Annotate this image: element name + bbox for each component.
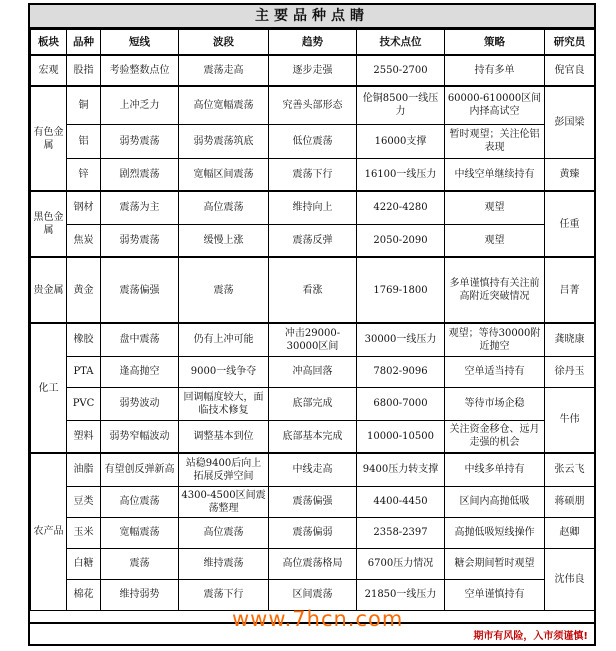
short-cell: 震荡 — [101, 548, 179, 579]
short-cell: 弱势震荡 — [101, 124, 179, 158]
band-cell: 弱势震荡筑底 — [179, 124, 269, 158]
tech-cell: 16000支撑 — [357, 124, 445, 158]
table-row — [31, 257, 595, 323]
trend-cell: 看涨 — [269, 257, 357, 323]
analyst-cell: 牛伟 — [545, 387, 595, 453]
strategy-cell: 空单适当持有 — [445, 356, 545, 387]
trend-cell: 震荡偏强 — [269, 486, 357, 517]
band-cell: 调整基本到位 — [179, 420, 269, 453]
sector-cell: 化工 — [31, 323, 67, 453]
short-cell: 逢高抛空 — [101, 356, 179, 387]
strategy-cell: 区间内高抛低吸 — [445, 486, 545, 517]
table-row — [31, 191, 595, 224]
col-header-band: 波段 — [179, 30, 269, 56]
col-header-tech: 技术点位 — [357, 30, 445, 56]
tech-cell: 4220-4280 — [357, 191, 445, 224]
variety-cell: 锌 — [67, 158, 101, 191]
sector-cell: 黑色金属 — [31, 191, 67, 257]
trend-cell: 底部基本完成 — [269, 420, 357, 453]
short-cell: 震荡偏强 — [101, 257, 179, 323]
variety-cell: 铝 — [67, 124, 101, 158]
band-cell: 维持震荡 — [179, 548, 269, 579]
header-row — [31, 30, 595, 56]
band-cell: 4300-4500区间震荡整理 — [179, 486, 269, 517]
variety-cell: 钢材 — [67, 191, 101, 224]
band-cell: 高位宽幅震荡 — [179, 86, 269, 124]
trend-cell: 震荡反弹 — [269, 224, 357, 257]
band-cell: 震荡走高 — [179, 55, 269, 86]
short-cell: 维持弱势 — [101, 579, 179, 610]
strategy-cell: 空单谨慎持有 — [445, 579, 545, 610]
risk-warning: 期市有风险，入市须谨慎! — [473, 631, 588, 642]
strategy-cell: 暂时观望；关注伦铝表现 — [445, 124, 545, 158]
table-row — [31, 420, 595, 453]
page-title: 主要品种点睛 — [30, 5, 594, 29]
short-cell: 有望创反弹新高 — [101, 453, 179, 486]
watermark: www.7hcn.com — [232, 607, 404, 631]
tech-cell: 1769-1800 — [357, 257, 445, 323]
strategy-cell: 观望 — [445, 224, 545, 257]
variety-cell: 橡胶 — [67, 323, 101, 356]
trend-cell: 维持向上 — [269, 191, 357, 224]
col-header-trend: 趋势 — [269, 30, 357, 56]
band-cell: 9000一线争夺 — [179, 356, 269, 387]
sector-cell: 农产品 — [31, 453, 67, 610]
variety-cell: 塑料 — [67, 420, 101, 453]
trend-cell: 高位震荡格局 — [269, 548, 357, 579]
tech-cell: 4400-4450 — [357, 486, 445, 517]
short-cell: 弱势震荡 — [101, 224, 179, 257]
tech-cell: 6700压力情况 — [357, 548, 445, 579]
tech-cell: 伦铜8500一线压力 — [357, 86, 445, 124]
report-frame — [28, 3, 596, 646]
trend-cell: 中线走高 — [269, 453, 357, 486]
analyst-cell: 吕菁 — [545, 257, 595, 323]
table-row — [31, 387, 595, 420]
short-cell: 弱势窄幅波动 — [101, 420, 179, 453]
trend-cell: 冲高回落 — [269, 356, 357, 387]
band-cell: 站稳9400后向上拓展反弹空间 — [179, 453, 269, 486]
band-cell: 缓慢上涨 — [179, 224, 269, 257]
tech-cell: 6800-7000 — [357, 387, 445, 420]
variety-cell: 棉花 — [67, 579, 101, 610]
strategy-cell: 等待市场企稳 — [445, 387, 545, 420]
analyst-cell: 彭国梁 — [545, 86, 595, 158]
tech-cell: 30000一线压力 — [357, 323, 445, 356]
table-row — [31, 517, 595, 548]
strategy-cell: 60000-610000区间内择高试空 — [445, 86, 545, 124]
band-cell: 高位震荡 — [179, 191, 269, 224]
short-cell: 上冲乏力 — [101, 86, 179, 124]
short-cell: 宽幅震荡 — [101, 517, 179, 548]
short-cell: 盘中震荡 — [101, 323, 179, 356]
strategy-cell: 高抛低吸短线操作 — [445, 517, 545, 548]
col-header-sector: 板块 — [31, 30, 67, 56]
short-cell: 剧烈震荡 — [101, 158, 179, 191]
tech-cell: 9400压力转支撑 — [357, 453, 445, 486]
sector-cell: 贵金属 — [31, 257, 67, 323]
table-row — [31, 86, 595, 124]
table-row — [31, 453, 595, 486]
variety-cell: 股指 — [67, 55, 101, 86]
commodity-table — [30, 29, 595, 611]
band-cell: 震荡下行 — [179, 579, 269, 610]
col-header-analyst: 研究员 — [545, 30, 595, 56]
tech-cell: 2550-2700 — [357, 55, 445, 86]
variety-cell: PTA — [67, 356, 101, 387]
tech-cell: 21850一线压力 — [357, 579, 445, 610]
strategy-cell: 关注资金移仓、远月走强的机会 — [445, 420, 545, 453]
band-cell: 震荡 — [179, 257, 269, 323]
band-cell: 宽幅区间震荡 — [179, 158, 269, 191]
trend-cell: 区间震荡 — [269, 579, 357, 610]
table-row — [31, 224, 595, 257]
variety-cell: 铜 — [67, 86, 101, 124]
sector-cell: 宏观 — [31, 55, 67, 86]
table-row — [31, 55, 595, 86]
analyst-cell: 赵卿 — [545, 517, 595, 548]
strategy-cell: 持有多单 — [445, 55, 545, 86]
band-cell: 仍有上冲可能 — [179, 323, 269, 356]
analyst-cell: 沈伟良 — [545, 548, 595, 610]
analyst-cell: 黄臻 — [545, 158, 595, 191]
tech-cell: 16100一线压力 — [357, 158, 445, 191]
tech-cell: 2358-2397 — [357, 517, 445, 548]
col-header-variety: 品种 — [67, 30, 101, 56]
trend-cell: 究善头部形态 — [269, 86, 357, 124]
table-row — [31, 579, 595, 610]
variety-cell: 黄金 — [67, 257, 101, 323]
trend-cell: 冲击29000-30000区间 — [269, 323, 357, 356]
short-cell: 弱势波动 — [101, 387, 179, 420]
analyst-cell: 张云飞 — [545, 453, 595, 486]
analyst-cell: 徐丹玉 — [545, 356, 595, 387]
trend-cell: 低位震荡 — [269, 124, 357, 158]
band-cell: 高位震荡 — [179, 517, 269, 548]
trend-cell: 震荡下行 — [269, 158, 357, 191]
strategy-cell: 中线空单继续持有 — [445, 158, 545, 191]
table-row — [31, 356, 595, 387]
tech-cell: 10000-10500 — [357, 420, 445, 453]
variety-cell: PVC — [67, 387, 101, 420]
short-cell: 高位震荡 — [101, 486, 179, 517]
col-header-strategy: 策略 — [445, 30, 545, 56]
variety-cell: 玉米 — [67, 517, 101, 548]
table-row — [31, 486, 595, 517]
analyst-cell: 倪官良 — [545, 55, 595, 86]
variety-cell: 白糖 — [67, 548, 101, 579]
short-cell: 考验整数点位 — [101, 55, 179, 86]
strategy-cell: 中线多单持有 — [445, 453, 545, 486]
strategy-cell: 糖会期间暂时观望 — [445, 548, 545, 579]
table-row — [31, 124, 595, 158]
trend-cell: 逐步走强 — [269, 55, 357, 86]
variety-cell: 油脂 — [67, 453, 101, 486]
table-row — [31, 158, 595, 191]
trend-cell: 震荡偏弱 — [269, 517, 357, 548]
strategy-cell: 观望 — [445, 191, 545, 224]
band-cell: 回调幅度较大，面临技术修复 — [179, 387, 269, 420]
tech-cell: 7802-9096 — [357, 356, 445, 387]
analyst-cell: 龚晓康 — [545, 323, 595, 356]
trend-cell: 底部完成 — [269, 387, 357, 420]
tech-cell: 2050-2090 — [357, 224, 445, 257]
analyst-cell: 蒋硕朋 — [545, 486, 595, 517]
col-header-short: 短线 — [101, 30, 179, 56]
table-row — [31, 548, 595, 579]
short-cell: 震荡为主 — [101, 191, 179, 224]
strategy-cell: 多单谨慎持有关注前高附近突破情况 — [445, 257, 545, 323]
table-row — [31, 323, 595, 356]
sector-cell: 有色金属 — [31, 86, 67, 191]
analyst-cell: 任重 — [545, 191, 595, 257]
strategy-cell: 观望；等待30000附近抛空 — [445, 323, 545, 356]
variety-cell: 焦炭 — [67, 224, 101, 257]
variety-cell: 豆类 — [67, 486, 101, 517]
